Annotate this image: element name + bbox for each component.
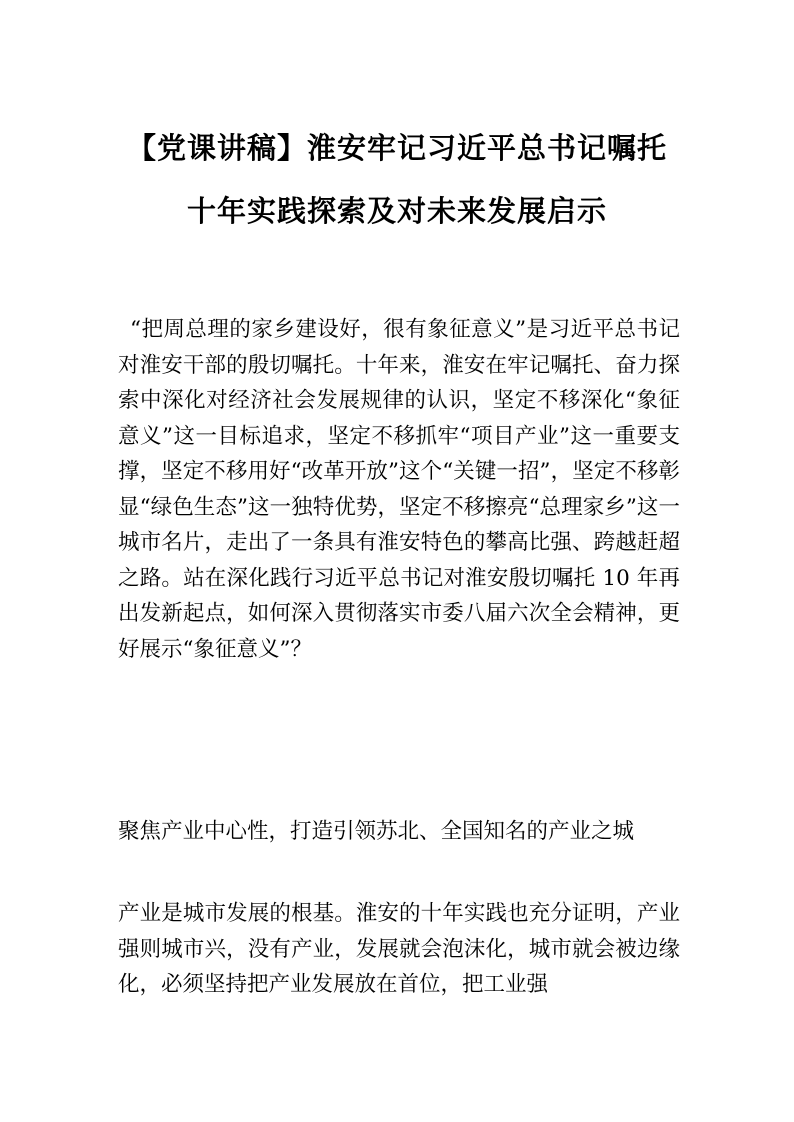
document-title-line-1: 【党课讲稿】淮安牢记习近平总书记嘱托 [126, 131, 667, 165]
body-paragraph-intro: “把周总理的家乡建设好，很有象征意义”是习近平总书记对淮安干部的殷切嘱托。十年来，淮安在牢记嘱托、奋力探索中深化对经济社会发展规律的认识，坚定不移深化“象征意义”这一目标追求，坚定不移抓牢“项目产业”这一重要支撑，坚定不移用好“改革开放”这个“关键一招”，坚定不移彰显“绿色生态”这一独特优势，坚定不移擦亮“总理家乡”这一城市名片，走出了一条具有淮安特色的攀高比强、跨越赶超之路。站在深化践行习近平总书记对淮安殷切嘱托 10 年再出发新起点，如何深入贯彻落实市委八届六次全会精神，更好展示“象征意义”？ [118, 317, 680, 662]
document-title-line-2: 十年实践探索及对未来发展启示 [186, 194, 607, 228]
body-paragraph-industry: 产业是城市发展的根基。淮安的十年实践也充分证明，产业强则城市兴，没有产业，发展就会泡沫化，城市就会被边缘化，必须坚持把产业发展放在首位，把工业强 [118, 901, 680, 997]
section-heading: 聚焦产业中心性，打造引领苏北、全国知名的产业之城 [118, 819, 635, 844]
